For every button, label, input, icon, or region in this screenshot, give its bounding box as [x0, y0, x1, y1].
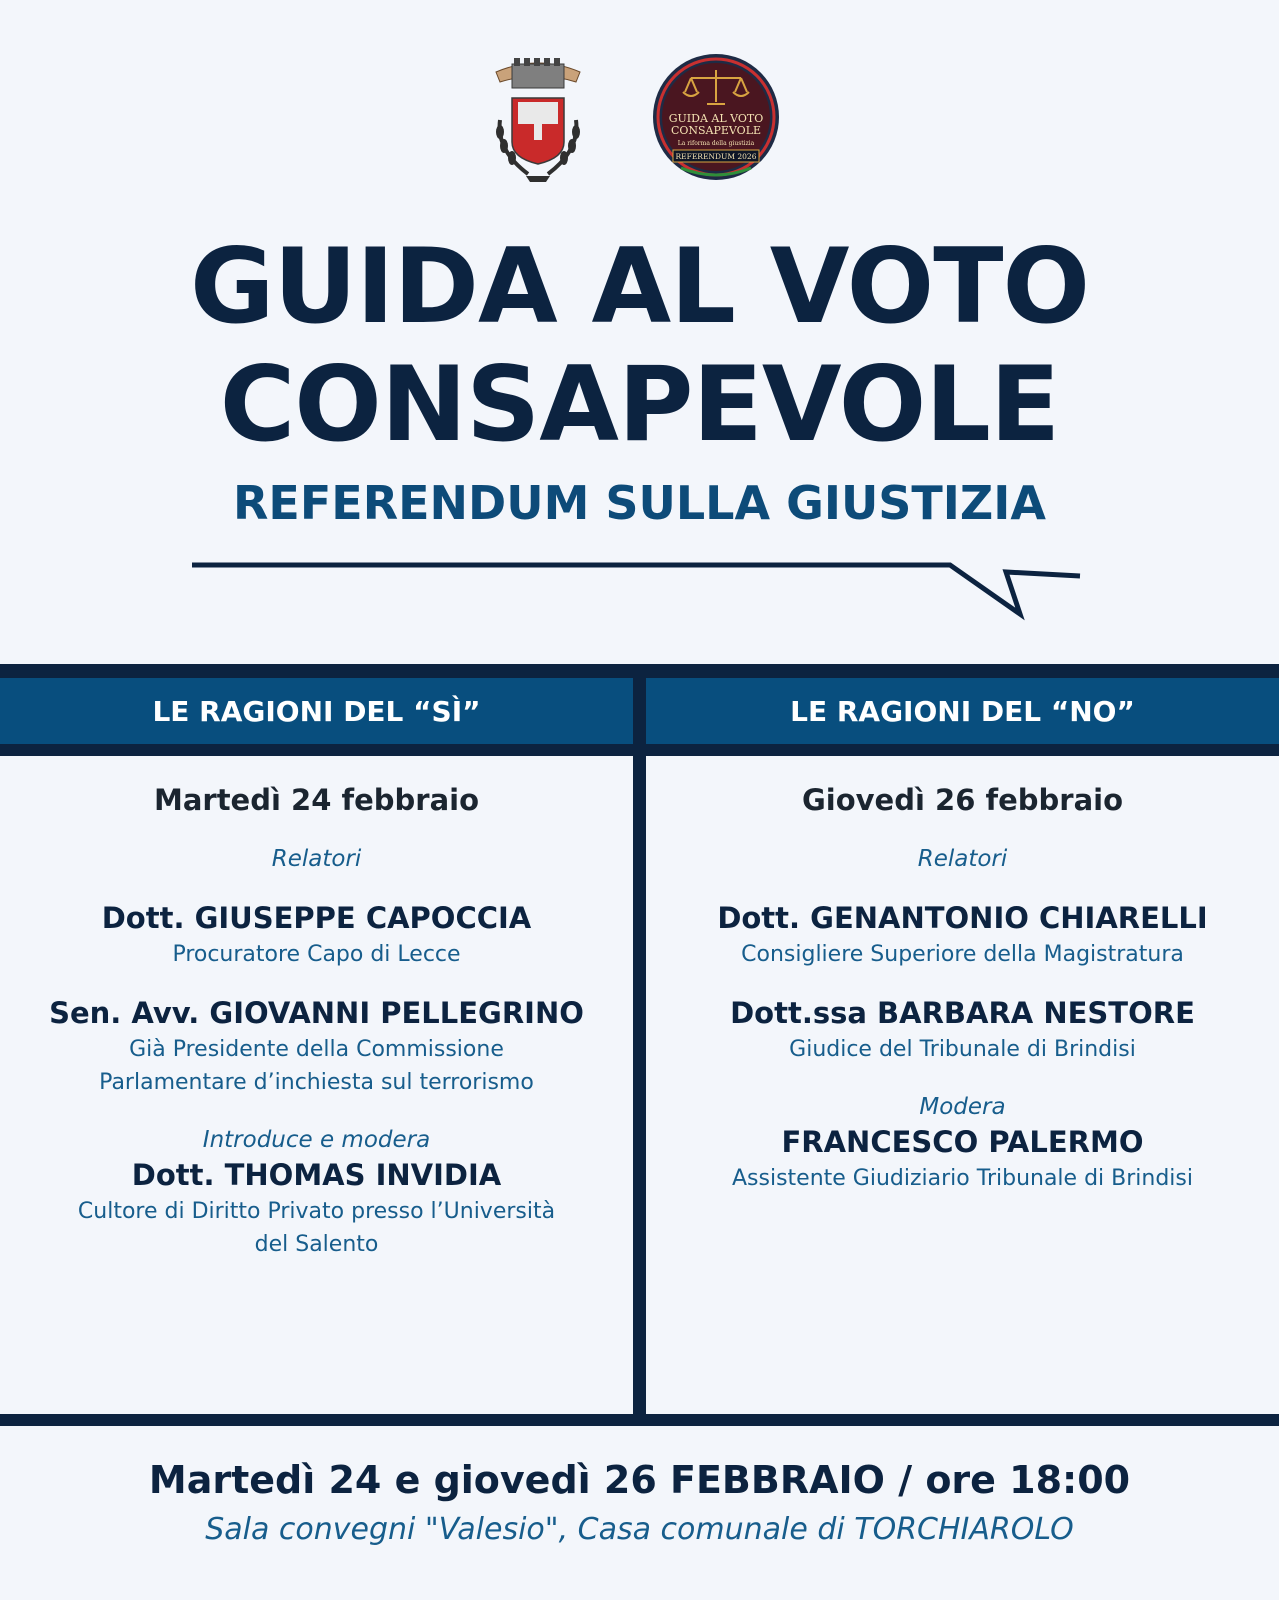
speaker-desc: Già Presidente della Commissione: [129, 1037, 504, 1062]
speaker-desc: Parlamentare d’inchiesta sul terrorismo: [99, 1070, 534, 1095]
title-line-1: GUIDA AL VOTO: [189, 227, 1090, 347]
coat-of-arms-icon: [488, 50, 588, 186]
moderator-desc: Assistente Giudiziario Tribunale di Brindisi: [732, 1166, 1193, 1191]
moderator-label: Modera: [919, 1094, 1006, 1120]
event-date: Giovedì 26 febbraio: [801, 783, 1124, 817]
title-line-2: CONSAPEVOLE: [219, 345, 1060, 465]
speakers-label: Relatori: [271, 846, 362, 872]
event-date: Martedì 24 febbraio: [153, 783, 480, 817]
referendum-seal-icon: [651, 52, 781, 182]
svg-text:GUIDA AL VOTO: GUIDA AL VOTO: [668, 112, 764, 125]
header-no: LE RAGIONI DEL “NO”: [646, 678, 1279, 744]
moderator-desc: Cultore di Diritto Privato presso l’Università: [77, 1199, 556, 1224]
speaker-desc: Procuratore Capo di Lecce: [172, 942, 461, 967]
speaker-name: Sen. Avv. GIOVANNI PELLEGRINO: [49, 996, 584, 1030]
speakers-label: Relatori: [917, 846, 1008, 872]
svg-text:La riforma della giustizia: La riforma della giustizia: [677, 140, 755, 147]
speaker-name: Dott. GIUSEPPE CAPOCCIA: [101, 901, 532, 935]
speaker-desc: Giudice del Tribunale di Brindisi: [789, 1037, 1136, 1062]
header-si: LE RAGIONI DEL “SÌ”: [0, 678, 633, 744]
speaker-name: Dott. GENANTONIO CHIARELLI: [717, 901, 1208, 935]
svg-text:REFERENDUM 2026: REFERENDUM 2026: [675, 152, 757, 161]
speaker-desc: Consigliere Superiore della Magistratura: [741, 942, 1184, 967]
moderator-name: FRANCESCO PALERMO: [781, 1125, 1144, 1159]
moderator-label: Introduce e modera: [202, 1127, 431, 1153]
moderator-name: Dott. THOMAS INVIDIA: [131, 1158, 502, 1192]
column-divider: [633, 678, 646, 1414]
footer-date-time: Martedì 24 e giovedì 26 FEBBRAIO / ore 18:00: [148, 1458, 1131, 1502]
speech-bubble-underline: [190, 552, 1090, 632]
column-no: [646, 756, 1279, 1195]
moderator-desc: del Salento: [254, 1232, 379, 1257]
logos-row: [0, 46, 1279, 186]
table-top-border: [0, 664, 1279, 678]
column-si: [0, 756, 633, 1261]
svg-text:CONSAPEVOLE: CONSAPEVOLE: [670, 124, 762, 137]
speaker-name: Dott.ssa BARBARA NESTORE: [730, 996, 1195, 1030]
footer-venue: Sala convegni "Valesio", Casa comunale di TORCHIAROLO: [205, 1512, 1074, 1547]
subtitle: REFERENDUM SULLA GIUSTIZIA: [233, 476, 1046, 530]
table-bottom-border: [0, 1414, 1279, 1426]
